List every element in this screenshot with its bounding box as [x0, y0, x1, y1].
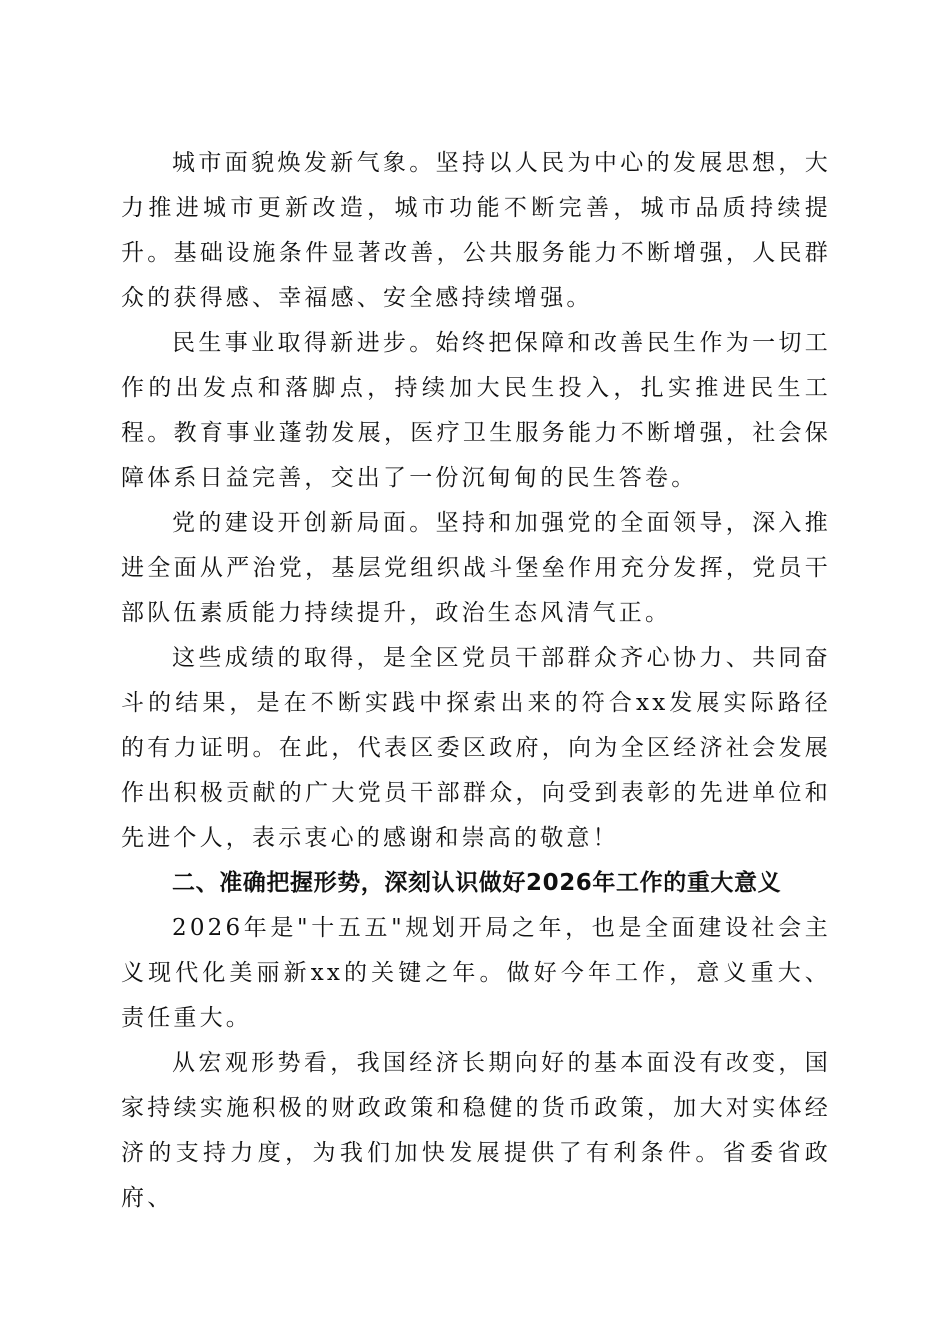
paragraph-livelihood: 民生事业取得新进步。始终把保障和改善民生作为一切工作的出发点和落脚点，持续加大民生投入，扎实推进民生工程。教育事业蓬勃发展，医疗卫生服务能力不断增强，社会保障体系日益完善，交出了一份沉甸甸的民生答卷。: [121, 330, 831, 491]
paragraph-city-appearance: 城市面貌焕发新气象。坚持以人民为中心的发展思想，大力推进城市更新改造，城市功能不断完善，城市品质持续提升。基础设施条件显著改善，公共服务能力不断增强，人民群众的获得感、幸福感、安全感持续增强。: [121, 150, 831, 311]
paragraph-year-significance: 2026年是"十五五"规划开局之年，也是全面建设社会主义现代化美丽新xx的关键之年。做好今年工作，意义重大、责任重大。: [121, 915, 831, 1031]
document-body: [121, 141, 831, 1221]
paragraph-macro-situation: 从宏观形势看，我国经济长期向好的基本面没有改变，国家持续实施积极的财政政策和稳健的货币政策，加大对实体经济的支持力度，为我们加快发展提供了有利条件。省委省政府、: [121, 1050, 831, 1211]
section-heading: 二、准确把握形势，深刻认识做好2026年工作的重大意义: [172, 870, 782, 896]
paragraph-party-building: 党的建设开创新局面。坚持和加强党的全面领导，深入推进全面从严治党，基层党组织战斗堡垒作用充分发挥，党员干部队伍素质能力持续提升，政治生态风清气正。: [121, 510, 831, 626]
paragraph-acknowledgement: 这些成绩的取得，是全区党员干部群众齐心协力、共同奋斗的结果，是在不断实践中探索出来的符合xx发展实际路径的有力证明。在此，代表区委区政府，向为全区经济社会发展作出积极贡献的广大党员干部群众，向受到表彰的先进单位和先进个人，表示衷心的感谢和崇高的敬意！: [121, 645, 831, 851]
